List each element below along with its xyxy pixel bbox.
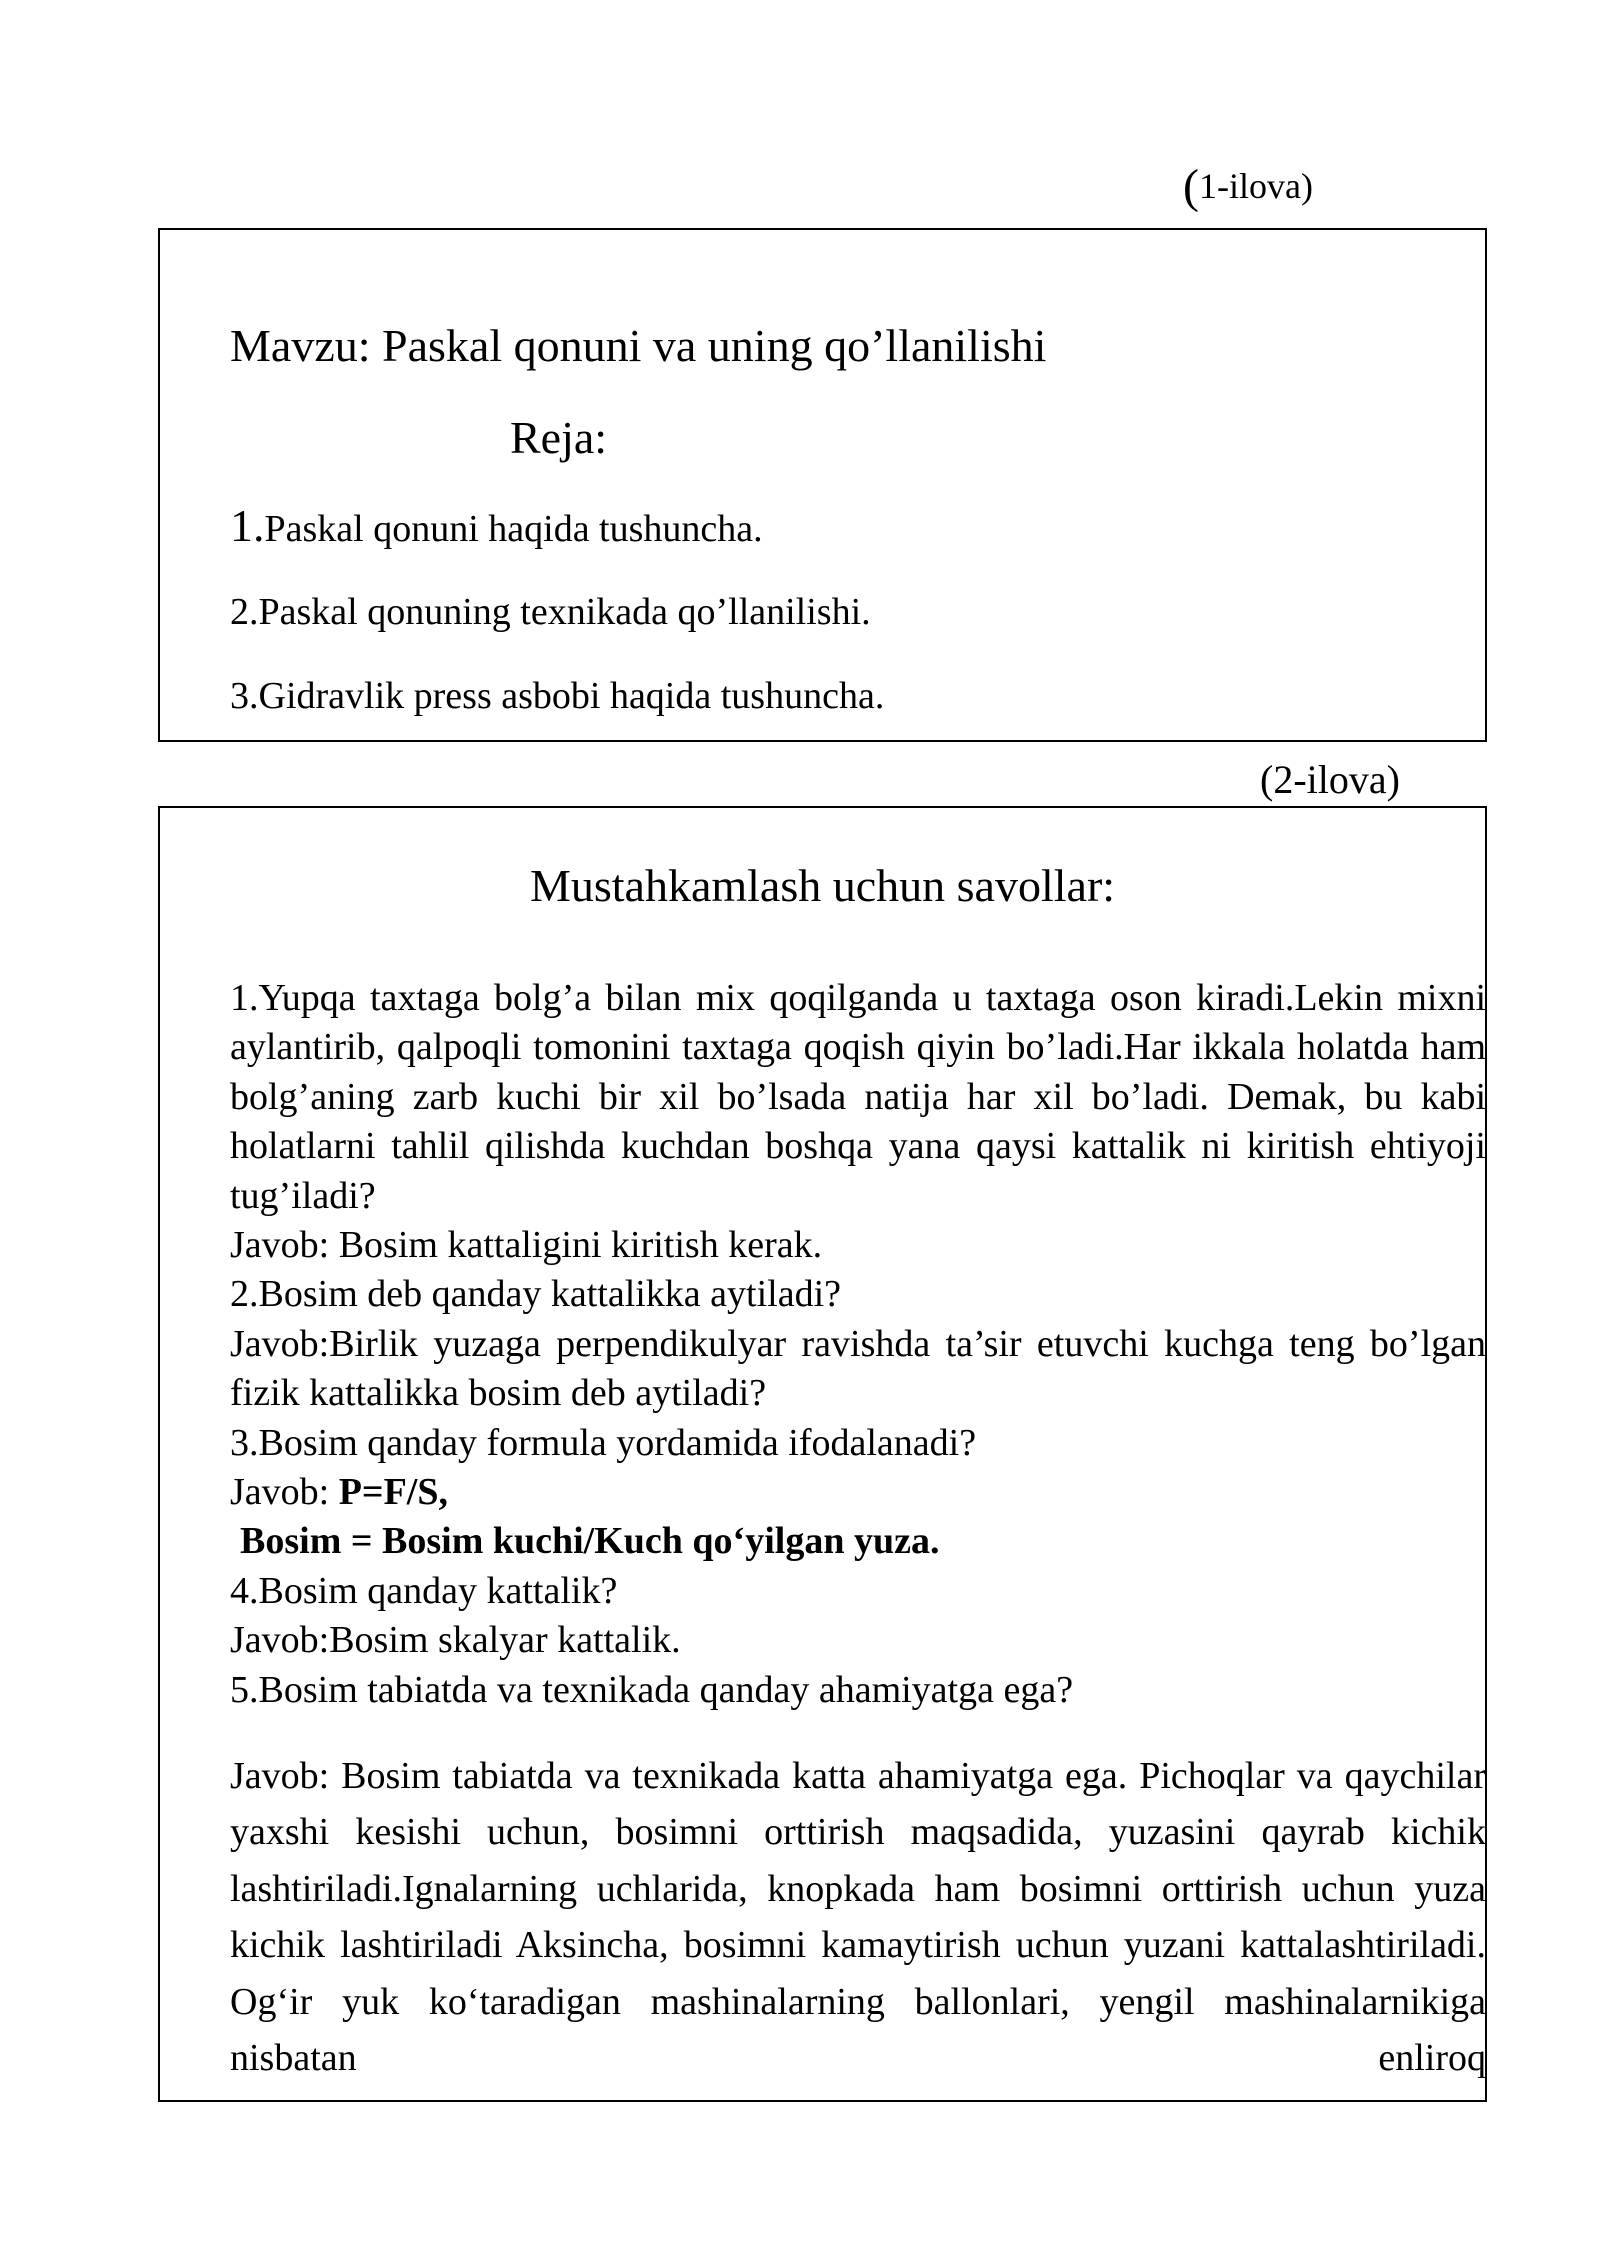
answer-1: Javob: Bosim kattaligini kiritish kerak. <box>230 1224 823 1267</box>
appendix-1-paren: ( <box>1183 160 1199 213</box>
lesson-plan-box <box>158 228 1487 742</box>
plan-item-1-text: Paskal qonuni haqida tushuncha. <box>264 508 763 550</box>
answer-5: Javob: Bosim tabiatda va texnikada katta ahamiyatga ega. Pichoqlar va qaychilar yaxshi kesishi uchun, bosimni orttirish maqsadida, yuzasini qayrab kichik lashtiriladi.Ignalarning uchlarida, knopkada ham bosimni orttirish uchun yuza kichik lashtiriladi Aksincha, bosimni kamaytirish uchun yuzani kattalashtiriladi. Og‘ir yuk ko‘taradigan mashinalarning ballonlari, yengil mashinalarnikiga nisbatan enliroq <box>230 1755 1486 2080</box>
question-2: 2.Bosim deb qanday kattalikka aytiladi? <box>230 1273 842 1316</box>
plan-title: Reja: <box>510 412 608 463</box>
questions-list <box>230 974 1486 1715</box>
appendix-2-label: (2-ilova) <box>1260 757 1400 802</box>
answer-3 <box>230 1468 1486 1517</box>
answer-3-label: Javob: <box>230 1471 339 1514</box>
question-3: 3.Bosim qanday formula yordamida ifodalanadi? <box>230 1421 977 1464</box>
plan-item-1-number: 1. <box>230 500 265 551</box>
pressure-formula-words: Bosim = Bosim kuchi/Kuch qo‘yilgan yuza. <box>240 1520 940 1563</box>
question-5: 5.Bosim tabiatda va texnikada qanday ahamiyatga ega? <box>230 1668 1074 1711</box>
appendix-1-label <box>1183 160 1313 213</box>
answer-2: Javob:Birlik yuzaga perpendikulyar ravishda ta’sir etuvchi kuchga teng bo’lgan fizik kattalikka bosim deb aytiladi? <box>230 1322 1486 1415</box>
answer-4: Javob:Bosim skalyar kattalik. <box>230 1619 681 1662</box>
questions-title: Mustahkamlash uchun savollar: <box>529 860 1116 911</box>
question-1: 1.Yupqa taxtaga bolg’a bilan mix qoqilganda u taxtaga oson kiradi.Lekin mixni aylantirib, qalpoqli tomonini taxtaga qoqish qiyin bo’ladi.Har ikkala holatda ham bolg’aning zarb kuchi bir xil bo’lsada natija har xil bo’ladi. Demak, bu kabi holatlarni tahlil qilishda kuchdan boshqa yana qaysi kattalik ni kiritish ehtiyoji tug’iladi? <box>230 977 1486 1217</box>
appendix-1-text: 1-ilova) <box>1198 166 1313 206</box>
plan-item-3: 3.Gidravlik press asbobi haqida tushuncha. <box>230 675 885 717</box>
pressure-formula: P=F/S, <box>338 1471 448 1514</box>
question-4: 4.Bosim qanday kattalik? <box>230 1569 618 1612</box>
plan-item-2: 2.Paskal qonuning texnikada qo’llanilishi. <box>230 591 871 633</box>
topic-heading: Mavzu: Paskal qonuni va uning qo’llanilishi <box>230 320 1047 371</box>
questions-box <box>158 806 1487 2102</box>
plan-item-1 <box>230 498 763 553</box>
